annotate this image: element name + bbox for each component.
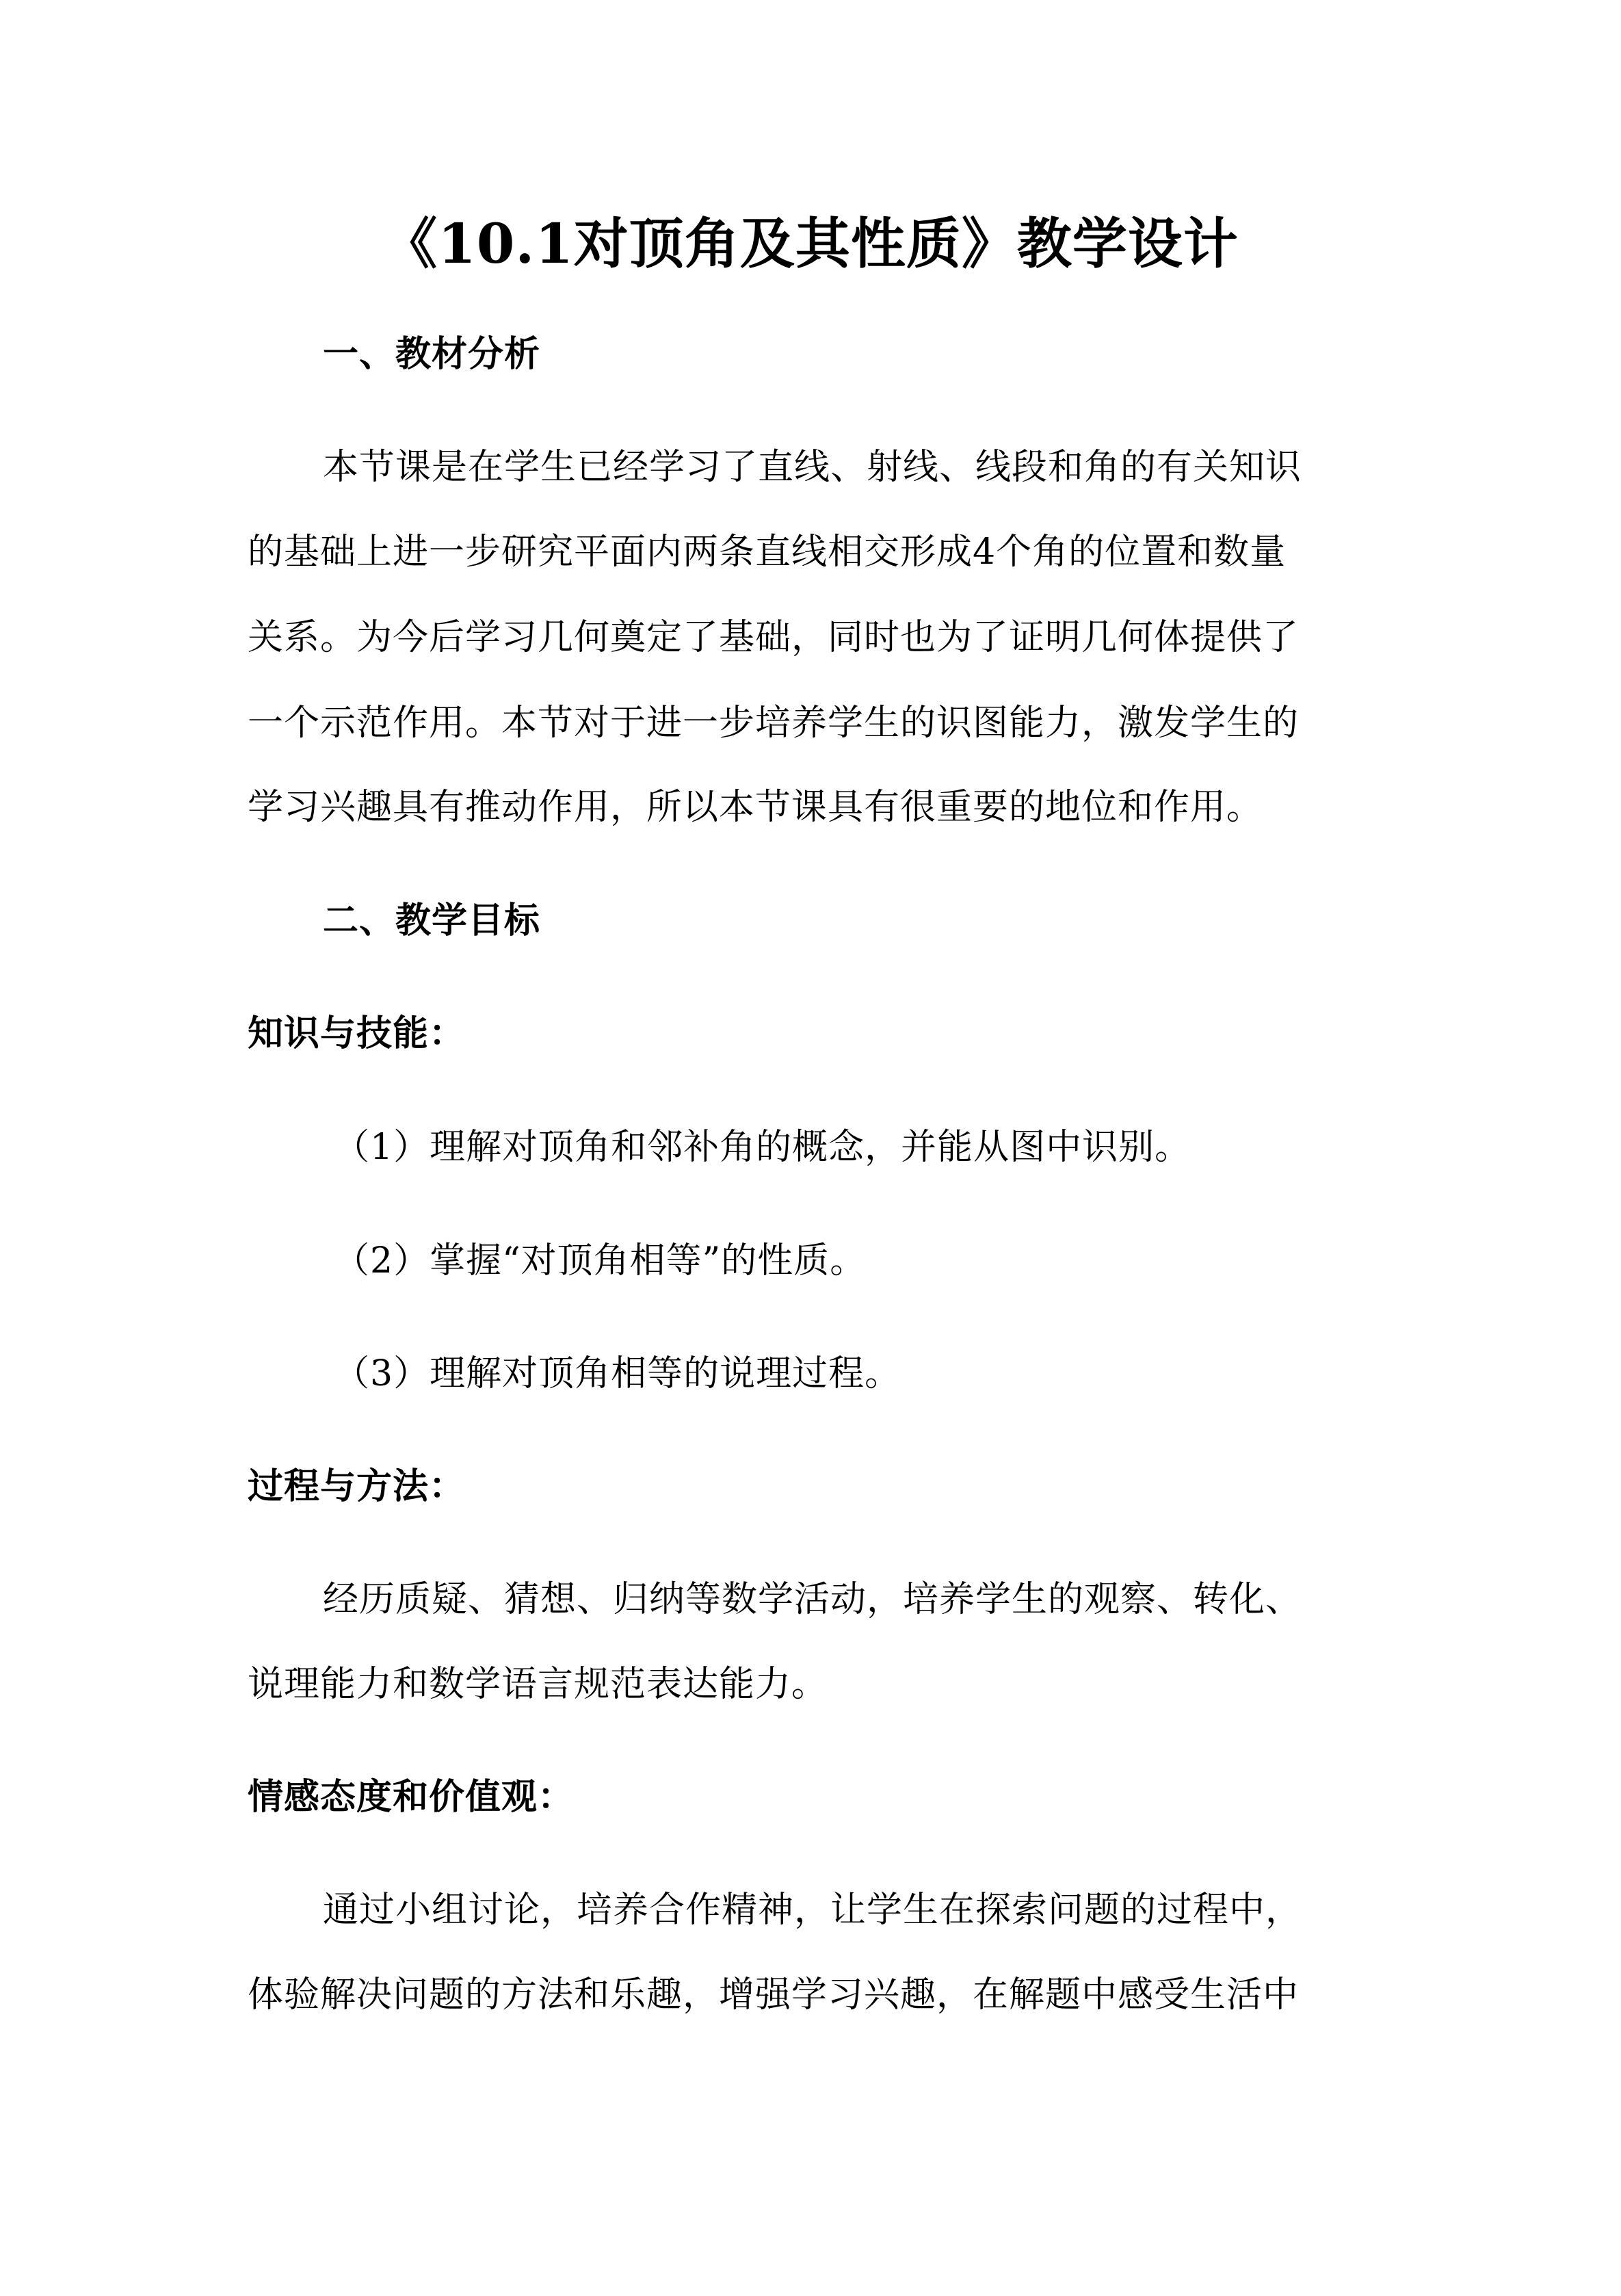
section-heading-material-analysis: 一、教材分析 <box>323 333 541 375</box>
goal-item: （2）掌握“对顶角相等”的性质。 <box>334 1240 867 1281</box>
paragraph-line: 通过小组讨论，培养合作精神，让学生在探索问题的过程中， <box>323 1890 1302 1931</box>
paragraph-line: 一个示范作用。本节对于进一步培养学生的识图能力，激发学生的 <box>248 703 1300 744</box>
paragraph-line: 说理能力和数学语言规范表达能力。 <box>248 1664 828 1705</box>
subheading-process-methods: 过程与方法： <box>248 1465 466 1507</box>
paragraph-line: 经历质疑、猜想、归纳等数学活动，培养学生的观察、转化、 <box>323 1579 1302 1620</box>
subheading-knowledge-skills: 知识与技能： <box>248 1013 466 1054</box>
paragraph-line: 本节课是在学生已经学习了直线、射线、线段和角的有关知识 <box>323 447 1302 488</box>
paragraph-line: 的基础上进一步研究平面内两条直线相交形成4个角的位置和数量 <box>248 532 1287 573</box>
paragraph-line: 学习兴趣具有推动作用，所以本节课具有很重要的地位和作用。 <box>248 787 1263 828</box>
document-title: 《10.1对顶角及其性质》教学设计 <box>382 211 1239 276</box>
section-heading-teaching-goals: 二、教学目标 <box>323 900 541 941</box>
paragraph-line: 关系。为今后学习几何奠定了基础，同时也为了证明几何体提供了 <box>248 617 1300 658</box>
goal-item: （1）理解对顶角和邻补角的概念，并能从图中识别。 <box>334 1127 1191 1168</box>
subheading-attitude-values: 情感态度和价值观： <box>248 1776 575 1818</box>
paragraph-line: 体验解决问题的方法和乐趣，增强学习兴趣，在解题中感受生活中 <box>248 1974 1300 2015</box>
goal-item: （3）理解对顶角相等的说理过程。 <box>334 1353 901 1394</box>
